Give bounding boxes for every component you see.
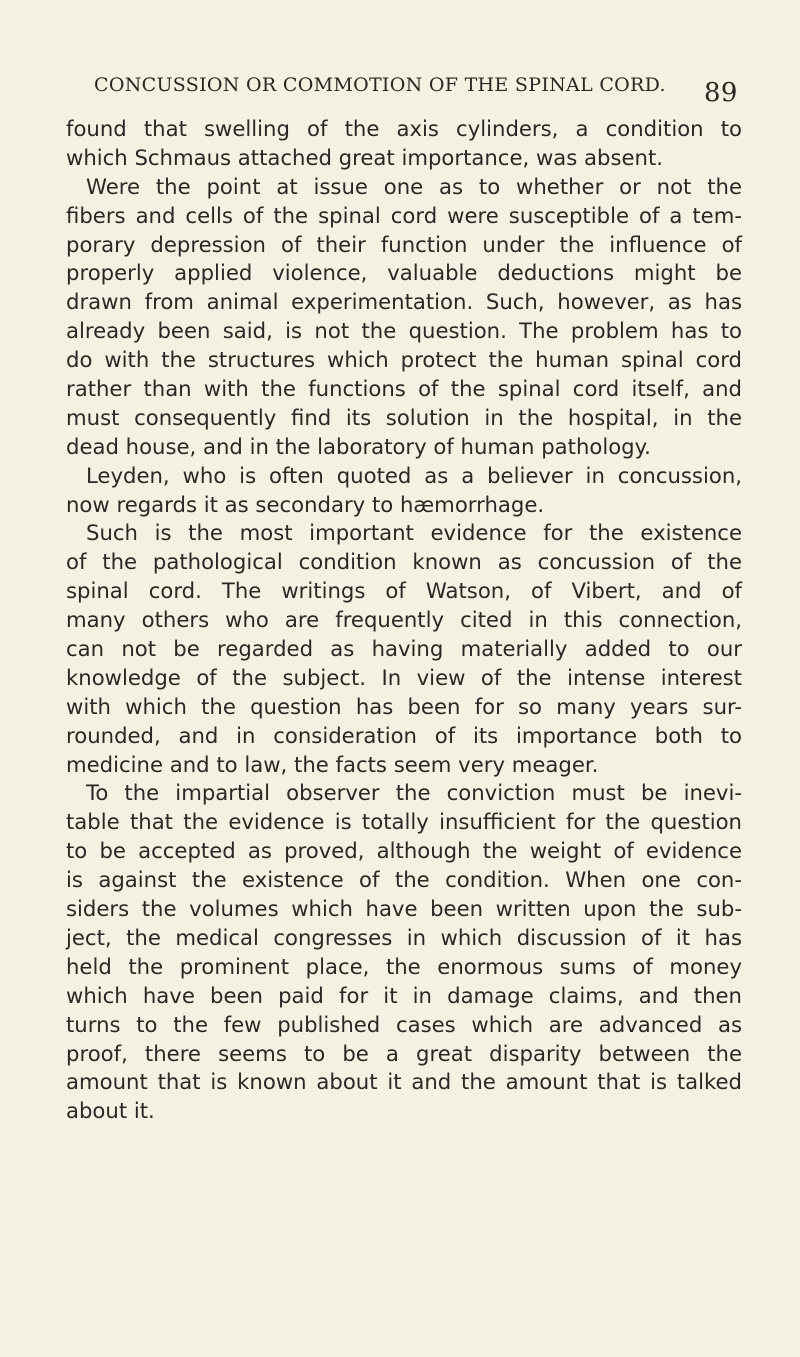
text-line: table that the evidence is totally insufficient for the question [66, 809, 742, 835]
text-line: already been said, is not the question. The problem has to [66, 318, 742, 344]
text-line: porary depression of their function under the influence of [66, 231, 742, 257]
text-line: Were the point at issue one as to whether or not the [86, 173, 742, 199]
running-header [94, 74, 738, 108]
text-line: Leyden, who is often quoted as a believer in concussion, [86, 462, 742, 488]
text-line: with which the question has been for so many years sur- [66, 693, 742, 719]
text-line: do with the structures which protect the human spinal cord [66, 347, 742, 373]
text-line: drawn from animal experimentation. Such, however, as has [66, 289, 742, 315]
text-line: amount that is known about it and the amount that is talked [66, 1069, 742, 1095]
text-line: held the prominent place, the enormous sums of money [66, 953, 742, 979]
text-line: Such is the most important evidence for the existence [86, 520, 742, 546]
text-line: found that swelling of the axis cylinders, a condition to [66, 116, 742, 141]
text-line: medicine and to law, the facts seem very meager. [66, 751, 599, 777]
body-text [66, 115, 742, 1126]
text-line: of the pathological condition known as concussion of the [66, 549, 742, 575]
text-line: properly applied violence, valuable deductions might be [66, 260, 742, 286]
text-line: can not be regarded as having materially added to our [66, 636, 742, 662]
text-line: rounded, and in consideration of its importance both to [66, 722, 742, 748]
text-line: spinal cord. The writings of Watson, of Vibert, and of [66, 578, 742, 604]
text-line: ject, the medical congresses in which discussion of it has [66, 924, 742, 950]
text-line: which Schmaus attached great importance, was absent. [66, 144, 664, 170]
text-line: To the impartial observer the conviction must be inevi- [86, 780, 742, 806]
text-line: fibers and cells of the spinal cord were susceptible of a tem- [66, 202, 742, 228]
running-title: CONCUSSION OR COMMOTION OF THE SPINAL CORD. [94, 74, 666, 96]
text-line: rather than with the functions of the spinal cord itself, and [66, 376, 742, 402]
text-line: about it. [66, 1098, 155, 1124]
text-line: many others who are frequently cited in this connection, [66, 607, 742, 633]
text-line: dead house, and in the laboratory of human pathology. [66, 433, 651, 459]
text-line: must consequently find its solution in the hospital, in the [66, 404, 742, 430]
text-line: to be accepted as proved, although the weight of evidence [66, 838, 742, 864]
text-line: is against the existence of the condition. When one con- [66, 867, 742, 893]
text-line: knowledge of the subject. In view of the intense interest [66, 664, 742, 690]
text-line: which have been paid for it in damage claims, and then [66, 982, 742, 1008]
text-line: turns to the few published cases which are advanced as [66, 1011, 742, 1037]
text-line: proof, there seems to be a great disparity between the [66, 1040, 742, 1066]
text-line: siders the volumes which have been written upon the sub- [66, 896, 742, 922]
text-line: now regards it as secondary to hæmorrhage. [66, 491, 545, 517]
page-number: 89 [704, 78, 738, 108]
